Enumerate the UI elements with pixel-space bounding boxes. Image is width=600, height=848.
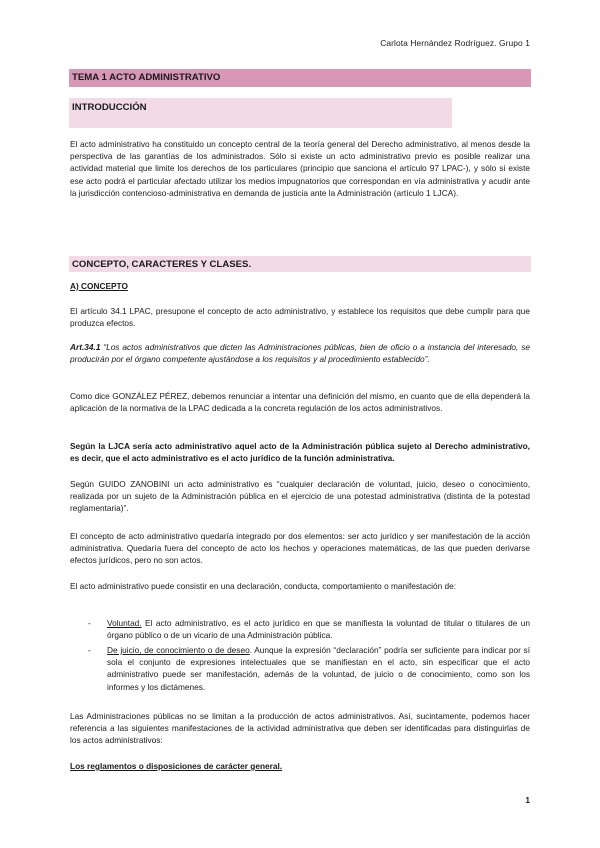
bullet-text: El acto administrativo, es el acto jurídico en que se manifiesta la voluntad de titular o titulares de un órgano público o de un vicario de una Administración pública.	[107, 618, 530, 641]
intro-heading	[69, 98, 452, 128]
intro-heading-text: INTRODUCCIÓN	[72, 102, 147, 113]
bullet-dash: -	[88, 645, 91, 655]
bullet-label: De juicio, de conocimiento o de deseo	[107, 645, 250, 655]
paragraph-zanobini: Según GUIDO ZANOBINI un acto administrativo es “cualquier declaración de voluntad, juicio, deseo o conocimiento, realizada por un sujeto de la Administración pública en el ejercicio de una potestad administrativa (distinta de la potestad reglamentaria)”.	[70, 479, 530, 514]
concept-subheading: A) CONCEPTO	[70, 281, 128, 291]
bullet-juicio	[88, 644, 530, 693]
paragraph-elements: El concepto de acto administrativo quedaría integrado por dos elementos: ser acto jurídico y ser manifestación de la acción administrativa. Quedaría fuera del concepto de acto los hechos y operaciones matemáticas, de las que pueden derivarse efectos jurídicos, pero no son actos.	[70, 531, 530, 566]
bullet-voluntad	[88, 617, 530, 641]
article-label: Art.34.1	[70, 342, 101, 352]
bullet-text: . Aunque la expresión “declaración” podría ser suficiente para indicar por sí sola el conjunto de expresiones intelectuales que se manifiestan en el acto, sin especificar que el acto administrativo puede ser manifestación, además de la voluntad, de juicio o de conocimiento, como son los informes y los dictámenes.	[107, 645, 531, 692]
intro-paragraph: El acto administrativo ha constituido un concepto central de la teoría general del Derecho administrativo, al menos desde la perspectiva de las garantías de los administrados. Sólo si existe un acto administrativo previo es posible realizar una actividad material que limite los derechos de los particulares (principio que sanciona el artículo 97 LPAC-), y sólo si existe ese acto podrá el particular afectado utilizar los medios impugnatorios que correspondan en vía administrativa y acudir ante la jurisdicción contencioso-administrativa en demanda de justicia ante la Administración (artículo 1 LJCA).	[70, 139, 530, 198]
article-text: “Los actos administrativos que dicten las Administraciones públicas, bien de oficio o a instancia del interesado, se producirán por el órgano competente ajustándose a los requisitos y al procedimiento establecido”.	[70, 342, 530, 365]
paragraph-art-34: El artículo 34.1 LPAC, presupone el concepto de acto administrativo, y establece los requisitos que debe cumplir para que produzca efectos.	[70, 306, 530, 329]
paragraph-manifestation: El acto administrativo puede consistir en una declaración, conducta, comportamiento o manifestación de:	[70, 581, 457, 591]
paragraph-ljca: Según la LJCA sería acto administrativo aquel acto de la Administración pública sujeto al Derecho administrativo, es decir, que el acto administrativo es el acto jurídico de la función administrativa.	[70, 441, 530, 464]
article-quote	[70, 341, 530, 365]
bullet-dash: -	[88, 618, 91, 628]
paragraph-administrations: Las Administraciones públicas no se limitan a la producción de actos administrativos. Así, sucintamente, podemos hacer referencia a las siguientes manifestaciones de la actividad administrativa que deben ser identificadas para distinguirlas de los actos administrativos:	[70, 711, 530, 746]
bullet-label: Voluntad.	[107, 618, 142, 628]
document-title: TEMA 1 ACTO ADMINISTRATIVO	[69, 69, 531, 87]
concept-heading: CONCEPTO, CARACTERES Y CLASES.	[69, 256, 531, 272]
paragraph-reglamentos: Los reglamentos o disposiciones de carácter general.	[70, 761, 283, 771]
page-number: 1	[525, 795, 530, 805]
paragraph-gonzalez-perez: Como dice GONZÁLEZ PÉREZ, debemos renunciar a intentar una definición del mismo, en cuanto que de ella dependerá la aplicación de la normativa de la LPAC dedicada a la concreta regulación de los actos administrativos.	[70, 391, 530, 414]
header-author: Carlota Hernández Rodríguez. Grupo 1	[380, 38, 530, 48]
